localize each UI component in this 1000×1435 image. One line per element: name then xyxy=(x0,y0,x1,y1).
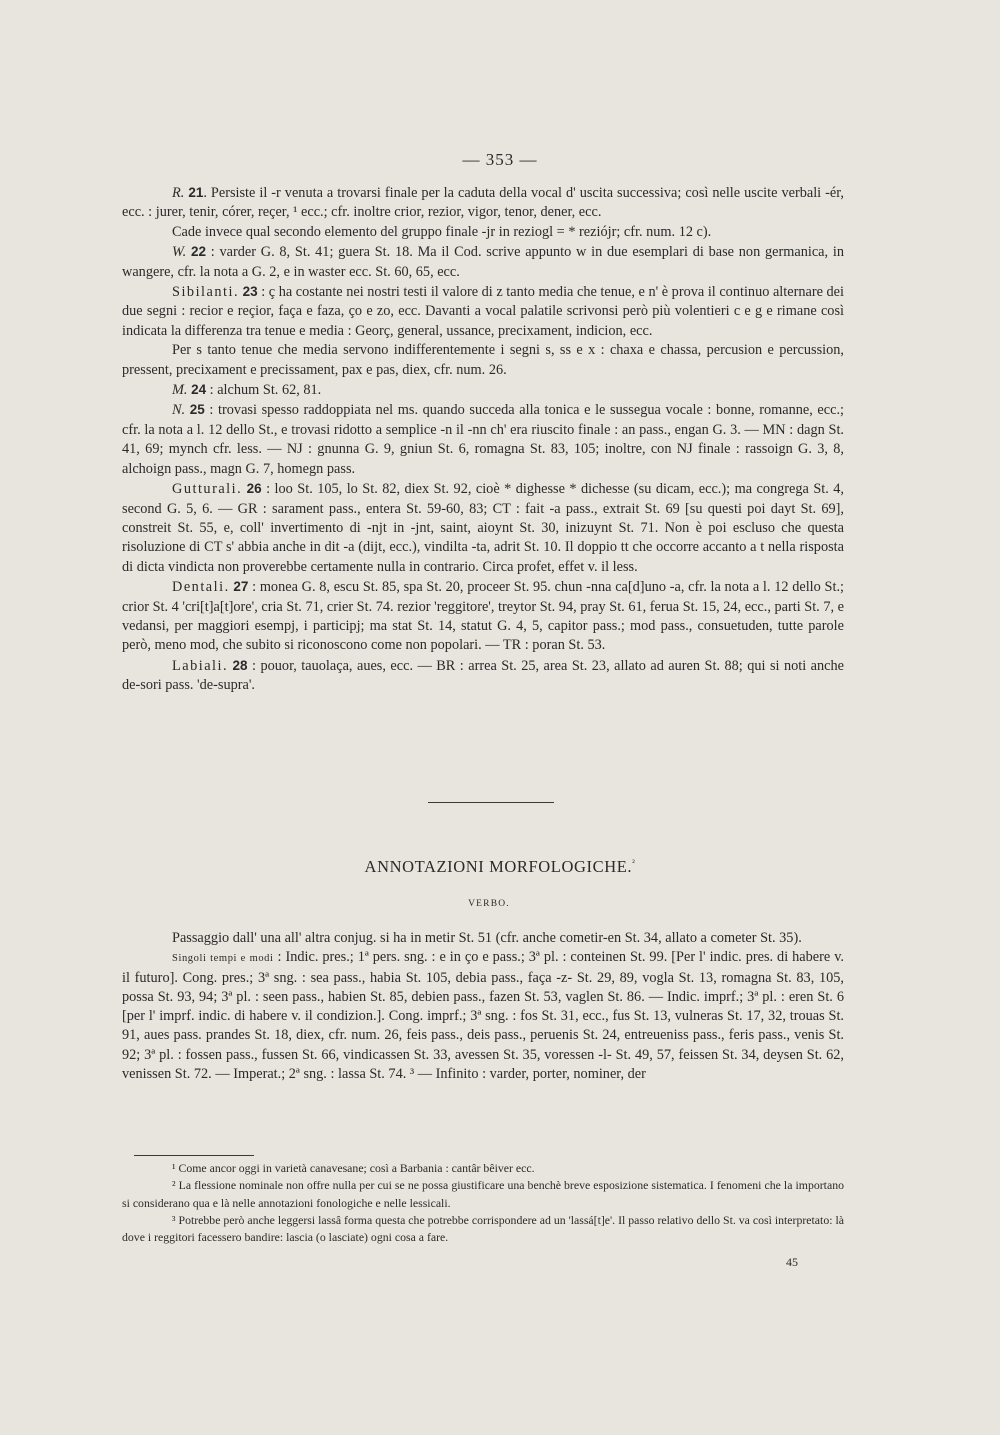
paragraph-labiali: Labiali. 28 : pouor, tauolaça, aues, ecc. — BR : arrea St. 25, area St. 23, allato ad auren St. 88; qui si noti anche de-sori pass. 'de-supra'. xyxy=(122,657,844,694)
paragraph-n: N. 25 : trovasi spesso raddoppiata nel ms. quando succeda alla tonica e le sussegua vocale : bonne, romanne, ecc.; cfr. la nota a l. 12 dello St., e trovasi ridotto a semplice -n il -nn ch' era riuscito finale : an pass., engan G. 3. — MN : dagn St. 41, 69; mynch cfr. less. — NJ : gnunna G. 9, gniun St. 6, romagna St. 83, 105; inoltre, con NJ finale : rassoign G. 3, 8, alchoign pass., magn G. 7, homegn pass. xyxy=(122,402,844,477)
paragraph-w: W. 22 : varder G. 8, St. 41; guera St. 18. Ma il Cod. scrive appunto w in due esemplari di base non germanica, in wangere, cfr. la nota a G. 2, e in waster ecc. St. 60, 65, ecc. xyxy=(122,244,844,280)
page-number: — 353 — xyxy=(462,150,538,169)
footnotes xyxy=(122,1160,844,1246)
paragraph-conjugation: Passaggio dall' una all' altra conjug. si ha in metir St. 51 (cfr. anche cometir-en St. 34, allato a cometer St. 35). xyxy=(172,930,802,946)
signature-mark: 45 xyxy=(786,1255,798,1269)
footnote-1: ¹ Come ancor oggi in varietà canavesane; così a Barbania : cantâr bêiver ecc. xyxy=(172,1161,535,1175)
paragraph-r: R. 21. Persiste il -r venuta a trovarsi finale per la caduta della vocal d' uscita successiva; così nelle uscite verbali -ér, ecc. : jurer, tenir, córer, reçer, ¹ ecc.; cfr. inoltre crior, rezior, vigor, tenor, dener, ecc. xyxy=(122,185,844,221)
footnote-2: ² La flessione nominale non offre nulla per cui se ne possa giustificare una benchè breve esposizione sistematica. I fenomeni che la importano si considerano qua e là nelle annotazioni fonologiche e nelle lessicali. xyxy=(122,1178,844,1210)
morphology-section xyxy=(122,929,844,1084)
footnote-rule xyxy=(134,1155,254,1156)
paragraph-dentali: Dentali. 27 : monea G. 8, escu St. 85, spa St. 20, proceer St. 95. chun -nna ca[d]uno -a, cfr. la nota a l. 12 dello St.; crior St. 4 'cri[t]a[t]ore', cria St. 71, crier St. 74. rezior 'reggitore', treytor St. 94, pray St. 61, ferua St. 15, 24, ecc., parti St. 7, e vedansi, per maggiori esempj, i participj; ma stat St. 14, statut G. 4, 5, capitor pass.; mod pass., consuetuden, tutte parole però, meno mod, che subito si riconoscono come non popolari. — TR : poran St. 53. xyxy=(122,579,844,654)
paragraph-sibilanti-cont: Per s tanto tenue che media servono indifferentemente i segni s, ss e x : chaxa e chassa, percusion e percussion, pressent, precixament e precissament, pax e pas, diex, cfr. num. 26. xyxy=(122,342,844,378)
footnote-3: ³ Potrebbe però anche leggersi lassâ forma questa che potrebbe corrispondere ad un 'lassá[t]e'. Il passo relativo dello St. va così interpretato: là dove i reggitori facessero bandire: lascia (o lasciate) ogni cosa a fare. xyxy=(122,1212,844,1245)
paragraph-tenses: Singoli tempi e modi : Indic. pres.; 1ª pers. sng. : e in ço e pass.; 3ª pl. : conteinen St. 99. [Per l' indic. pres. di habere v. il futuro]. Cong. pres.; 3ª sng. : sea pass., habia St. 105, debia pass., faça -z- St. 29, 89, vogla St. 13, romagna St. 83, 105, possa St. 93, 94; 3ª pl. : seen pass., habien St. 85, debien pass., fazen St. 53, vaglen St. 86. — Indic. imprf.; 3ª pl. : eren St. 6 [per l' imprf. indic. di habere v. il condizion.]. Cong. imprf.; 3ª sng. : fos St. 31, ecc., fus St. 13, vulneras St. 17, 32, trouas St. 91, aues pass. prandes St. 18, diex, cfr. num. 26, feis pass., deis pass., peruenis St. 24, entreueniss pass., feris pass., venis St. 92; 3ª pl. : fossen pass., fussen St. 66, vindicassen St. 33, avessen St. 35, voressen -l- St. 49, 57, feissen St. 34, deysen St. 62, venissen St. 72. — Imperat.; 2ª sng. : lassa St. 74. ³ — Infinito : varder, porter, nominer, der xyxy=(122,949,844,1083)
phonology-section xyxy=(122,183,844,696)
section-divider xyxy=(428,802,554,803)
section-heading: ANNOTAZIONI MORFOLOGICHE.$^{^2}$ xyxy=(364,857,636,876)
paragraph-r-cont: Cade invece qual secondo elemento del gruppo finale -jr in reziogl = * reziójr; cfr. num. 12 c). xyxy=(172,223,712,240)
paragraph-gutturali: Gutturali. 26 : loo St. 105, lo St. 82, diex St. 92, cioè * dighesse * dichesse (su dicam, ecc.); ma congrega St. 4, second G. 5, 6. — GR : sarament pass., entera St. 59-60, 83; CT : fait -a pass., extrait St. 69 [su questi poi dayt St. 69], constreit St. 55, e, coll' invertimento di -njt in -jnt, saint, aioynt St. 30, inizuynt St. 71. Non è poi escluso che questa risoluzione di CT s' abbia anche in dit -a (dijt, ecc.), vindilta -ta, adrit St. 10. Il doppio tt che occorre accanto a t nella risposta di dicta vindicta non proverebbe certamente nulla in contrario. Circa profet, effet v. il less. xyxy=(122,481,844,575)
paragraph-sibilanti: Sibilanti. 23 : ç ha costante nei nostri testi il valore di z tanto media che tenue, e n' è prova il continuo alternare dei due segni : recior e reçior, faça e faza, ço e zo, ecc. Davanti a vocal palatile scrivonsi però più volentieri c e g e rimane così indicata la differenza tra tenue e media : Georç, general, ussance, precixament, indicion, ecc. xyxy=(122,284,845,339)
paragraph-m: M. 24 : alchum St. 62, 81. xyxy=(172,382,322,399)
section-subheading: VERBO. xyxy=(468,899,510,909)
